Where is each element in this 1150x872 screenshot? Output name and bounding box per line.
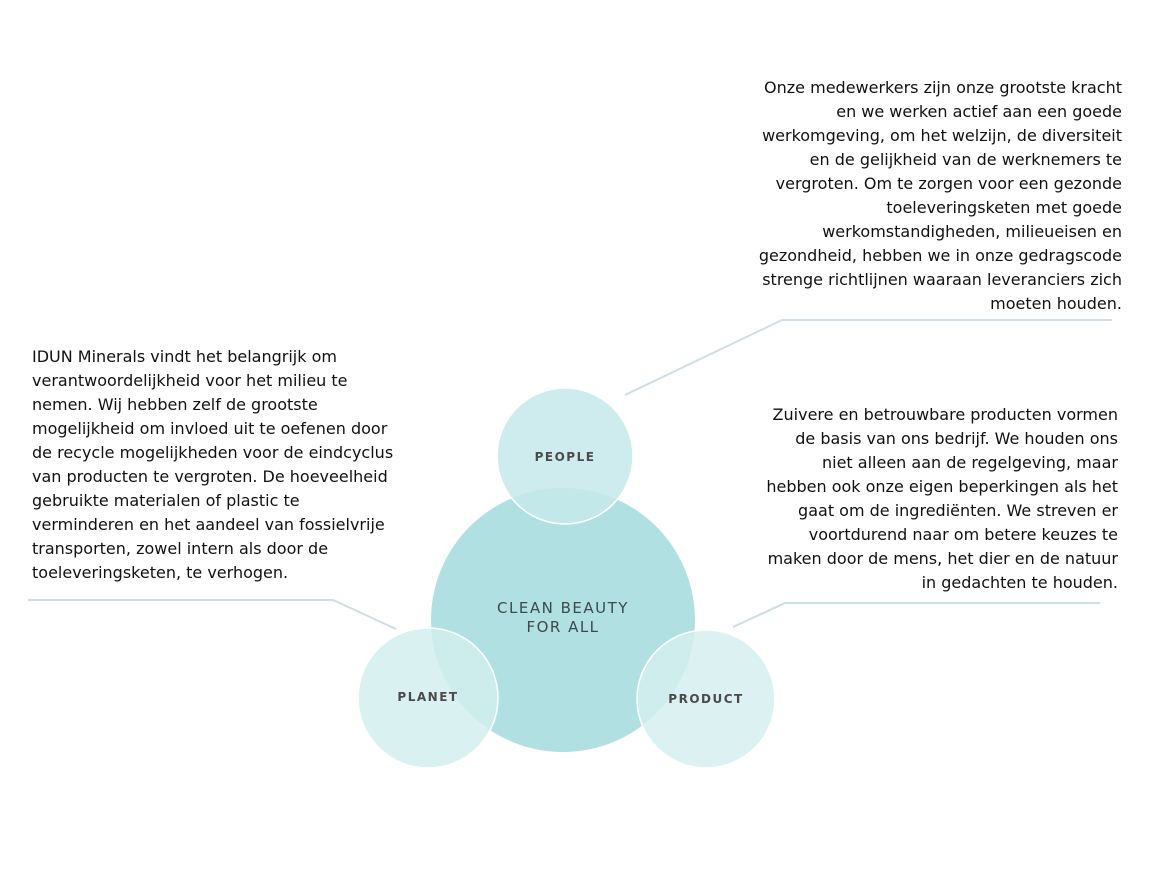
product-description: Zuivere en betrouwbare producten vormen de basis van ons bedrijf. We houden ons niet alleen aan de regelgeving, maar hebben ook onze eigen beperkingen als het gaat om de ingrediënten. We streven er voortdurend naar om betere keuzes te maken door de mens, het dier en de natuur in gedachten te houden. — [766, 405, 1118, 592]
people-description: Onze medewerkers zijn onze grootste kracht en we werken actief aan een goede werkomgeving, om het welzijn, de diversiteit en de gelijkheid van de werknemers te vergroten. Om te zorgen voor een gezonde toeleveringsketen met goede werkomstandigheden, milieueisen en gezondheid, hebben we in onze gedragscode strenge richtlijnen waaraan leveranciers zich moeten houden. — [758, 78, 1122, 313]
people-connector-line — [625, 320, 1112, 395]
planet-description: IDUN Minerals vindt het belangrijk om verantwoordelijkheid voor het milieu te nemen. Wij hebben zelf de grootste mogelijkheid om invloed uit te oefenen door de recycle mogelijkheden voor de eindcyclus van producten te vergroten. De hoeveelheid gebruikte materialen of plastic te verminderen en het aandeel van fossielvrije transporten, zowel intern als door de toeleveringsketen, te verhogen. — [32, 347, 394, 582]
people-label: PEOPLE — [534, 450, 596, 464]
center-label-line1: CLEAN BEAUTY — [497, 599, 629, 617]
planet-label: PLANET — [397, 690, 459, 704]
center-label-line2: FOR ALL — [526, 618, 600, 636]
product-connector-line — [733, 603, 1100, 627]
planet-connector-line — [28, 600, 396, 629]
product-label: PRODUCT — [668, 692, 744, 706]
